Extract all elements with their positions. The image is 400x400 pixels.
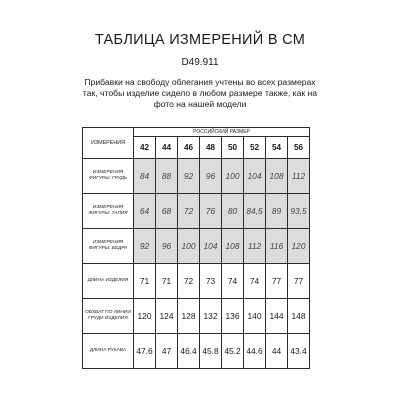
fit-note: Прибавки на свободу облегания учтены во всех размерах так, чтобы изделие сидело в любом размере также, как на фото на нашей модели xyxy=(82,77,318,109)
table-cell: 47 xyxy=(156,334,178,369)
row-label: ДЛИНА ИЗДЕЛИЯ xyxy=(83,264,134,299)
row-label: ОБХВАТ ПО ЛИНИИ ГРУДИ ИЗДЕЛИЯ xyxy=(83,299,134,334)
table-cell: 120 xyxy=(134,299,156,334)
table-cell: 76 xyxy=(200,194,222,229)
measure-header-cell: ИЗМЕРЕНИЯ xyxy=(83,128,134,159)
table-cell: 96 xyxy=(200,159,222,194)
table-cell: 84,5 xyxy=(244,194,266,229)
table-cell: 73 xyxy=(200,264,222,299)
table-cell: 44.6 xyxy=(244,334,266,369)
table-cell: 140 xyxy=(244,299,266,334)
row-label: ИЗМЕРЕНИЯ ФИГУРЫ: ТАЛИЯ xyxy=(83,194,134,229)
table-cell: 148 xyxy=(288,299,310,334)
table-cell: 45.8 xyxy=(200,334,222,369)
page-title: ТАБЛИЦА ИЗМЕРЕНИЙ В СМ xyxy=(94,32,306,48)
row-label: ИЗМЕРЕНИЯ ФИГУРЫ: БЕДРА xyxy=(83,229,134,264)
table-cell: 84 xyxy=(134,159,156,194)
size-header: 42 xyxy=(134,137,156,159)
size-header: 50 xyxy=(222,137,244,159)
table-cell: 47.6 xyxy=(134,334,156,369)
table-cell: 46.4 xyxy=(178,334,200,369)
size-header: 44 xyxy=(156,137,178,159)
table-cell: 72 xyxy=(178,264,200,299)
table-cell: 108 xyxy=(222,229,244,264)
table-cell: 74 xyxy=(244,264,266,299)
size-header: 48 xyxy=(200,137,222,159)
table-cell: 77 xyxy=(288,264,310,299)
size-table xyxy=(82,127,310,369)
table-row xyxy=(83,334,310,369)
table-cell: 100 xyxy=(178,229,200,264)
table-cell: 136 xyxy=(222,299,244,334)
table-cell: 80 xyxy=(222,194,244,229)
table-row xyxy=(83,264,310,299)
table-cell: 112 xyxy=(244,229,266,264)
table-cell: 120 xyxy=(288,229,310,264)
article-number: D49.911 xyxy=(181,57,219,68)
table-cell: 112 xyxy=(288,159,310,194)
table-cell: 144 xyxy=(266,299,288,334)
size-header: 54 xyxy=(266,137,288,159)
table-cell: 100 xyxy=(222,159,244,194)
table-cell: 104 xyxy=(244,159,266,194)
table-row xyxy=(83,299,310,334)
table-cell: 71 xyxy=(134,264,156,299)
table-cell: 64 xyxy=(134,194,156,229)
table-cell: 89 xyxy=(266,194,288,229)
table-cell: 72 xyxy=(178,194,200,229)
table-cell: 96 xyxy=(156,229,178,264)
size-header: 46 xyxy=(178,137,200,159)
table-cell: 92 xyxy=(178,159,200,194)
table-cell: 74 xyxy=(222,264,244,299)
table-cell: 108 xyxy=(266,159,288,194)
table-cell: 124 xyxy=(156,299,178,334)
table-row xyxy=(83,194,310,229)
table-cell: 88 xyxy=(156,159,178,194)
table-cell: 44 xyxy=(266,334,288,369)
table-cell: 68 xyxy=(156,194,178,229)
table-cell: 43.4 xyxy=(288,334,310,369)
size-header: 52 xyxy=(244,137,266,159)
table-cell: 77 xyxy=(266,264,288,299)
size-header: 56 xyxy=(288,137,310,159)
size-system-label: РОССИЙСКИЙ РАЗМЕР xyxy=(134,128,310,137)
row-label: ИЗМЕРЕНИЯ ФИГУРЫ: ГРУДЬ xyxy=(83,159,134,194)
table-cell: 93,5 xyxy=(288,194,310,229)
table-row xyxy=(83,229,310,264)
table-cell: 71 xyxy=(156,264,178,299)
table-cell: 104 xyxy=(200,229,222,264)
table-row xyxy=(83,159,310,194)
table-cell: 92 xyxy=(134,229,156,264)
table-cell: 128 xyxy=(178,299,200,334)
table-cell: 116 xyxy=(266,229,288,264)
row-label: ДЛИНА РУКАВА xyxy=(83,334,134,369)
table-cell: 132 xyxy=(200,299,222,334)
table-cell: 45.2 xyxy=(222,334,244,369)
